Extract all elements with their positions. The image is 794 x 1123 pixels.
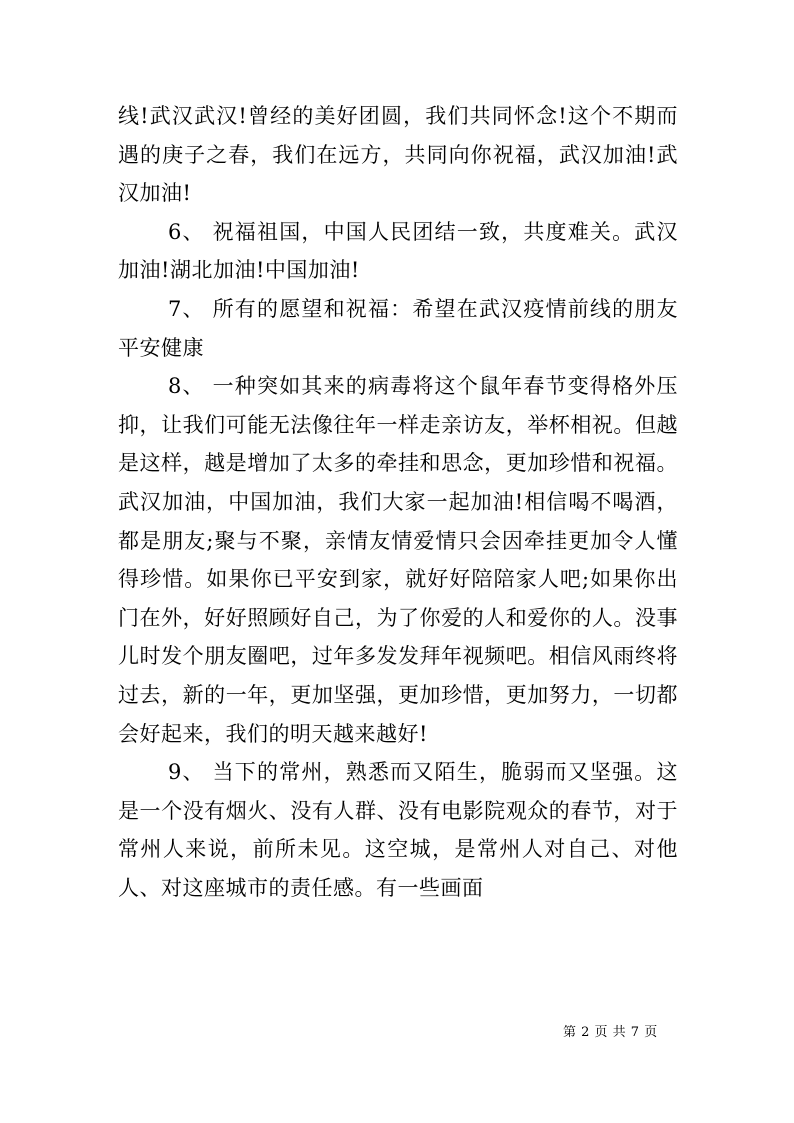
paragraph-item-6: 6、 祝福祖国，中国人民团结一致，共度难关。武汉加油!湖北加油!中国加油!: [118, 219, 678, 283]
page-number-footer: 第 2 页 共 7 页: [563, 1025, 658, 1040]
paragraph-continuation: 线!武汉武汉!曾经的美好团圆，我们共同怀念!这个不期而遇的庚子之春，我们在远方，共同向你祝福，武汉加油!武汉加油!: [118, 104, 678, 206]
paragraph-item-9: 9、 当下的常州，熟悉而又陌生，脆弱而又坚强。这是一个没有烟火、没有人群、没有电影院观众的春节，对于常州人来说，前所未见。这空城，是常州人对自己、对他人、对这座城市的责任感。有一些画面: [118, 760, 678, 900]
document-body: [118, 97, 678, 907]
paragraph-item-8: 8、 一种突如其来的病毒将这个鼠年春节变得格外压抑，让我们可能无法像往年一样走亲访友，举杯相祝。但越是这样，越是增加了太多的牵挂和思念，更加珍惜和祝福。武汉加油，中国加油，我们大家一起加油!相信喝不喝酒，都是朋友;聚与不聚，亲情友情爱情只会因牵挂更加令人懂得珍惜。如果你已平安到家，就好好陪陪家人吧;如果你出门在外，好好照顾好自己，为了你爱的人和爱你的人。没事儿时发个朋友圈吧，过年多发发拜年视频吧。相信风雨终将过去，新的一年，更加坚强，更加珍惜，更加努力，一切都会好起来，我们的明天越来越好!: [118, 374, 678, 746]
paragraph-item-7: 7、 所有的愿望和祝福：希望在武汉疫情前线的朋友平安健康: [118, 296, 678, 360]
